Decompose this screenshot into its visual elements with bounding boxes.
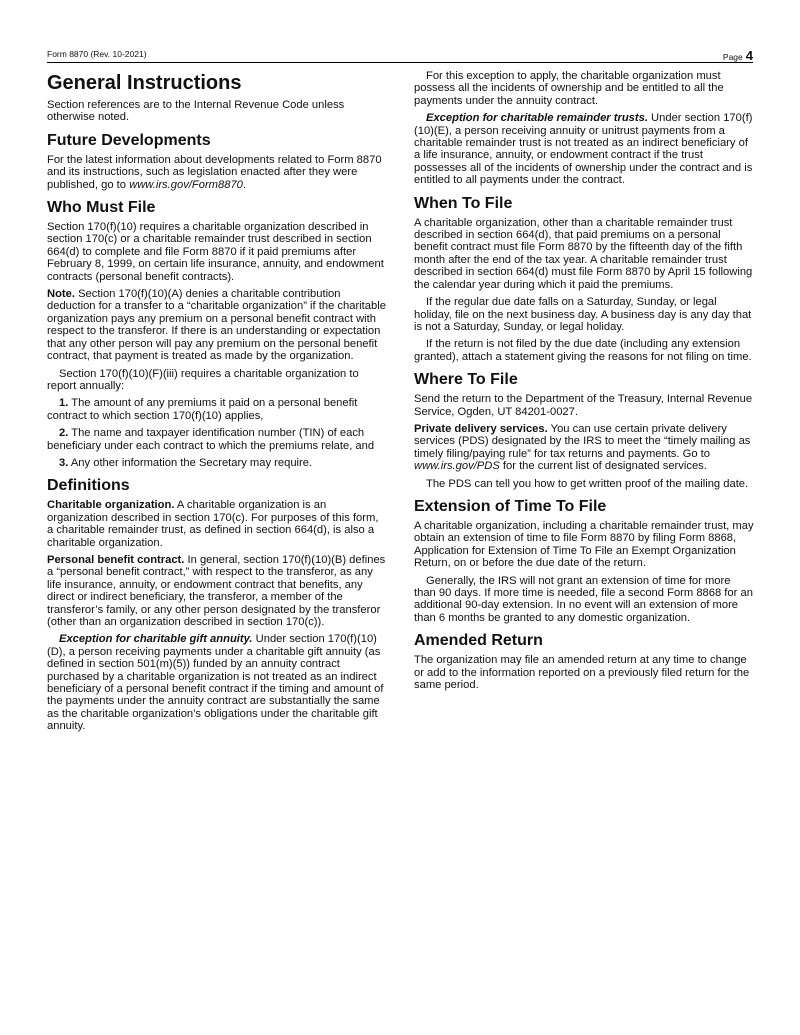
- paragraph-text: for the current list of designated services.: [499, 460, 707, 473]
- paragraph: [47, 554, 387, 628]
- heading-extension-of-time-to-file: Extension of Time To File: [414, 497, 607, 515]
- paragraph: [47, 633, 387, 732]
- url-link[interactable]: www.irs.gov/PDS: [414, 460, 500, 473]
- paragraph-text: Under section 170(f)(10)(D), a person receiving payments under a charitable gift annuity (as defined in section 501(m)(5)) funded by an annuity contract purchased by a charitable organization is not treated as an indirect beneficiary of a personal benefit contract if the timing and amount of the payments under the annuity contract are substantially the same as the charitable organization’s obligations under the charitable gift annuity.: [47, 633, 384, 733]
- paragraph: [47, 99, 387, 124]
- paragraph: [47, 457, 387, 469]
- page-header: [47, 48, 753, 63]
- heading-when-to-file: When To File: [414, 194, 513, 212]
- paragraph: [414, 575, 754, 625]
- paragraph-text: The PDS can tell you how to get written proof of the mailing date.: [426, 477, 749, 490]
- paragraph: [414, 217, 754, 291]
- paragraph-text: If the return is not filed by the due date (including any extension granted), attach a statement giving the reasons for not filing on time.: [414, 338, 752, 363]
- paragraph-lead: 2.: [59, 427, 69, 440]
- paragraph-text: Section 170(f)(10)(A) denies a charitable contribution deduction for a transfer to a “charitable organization” if the charitable organization pays any premium on a personal benefit contract with respect to the transferor. If there is an understanding or expectation that any other person will pay any premium on the personal benefit contract, that payment is treated as made by the organization.: [47, 288, 386, 363]
- paragraph-text: If the regular due date falls on a Saturday, Sunday, or legal holiday, file on the next business day. A business day is any day that is not a Saturday, Sunday, or legal holiday.: [414, 296, 752, 333]
- paragraph-text: For this exception to apply, the charitable organization must possess all the incidents of ownership and be entitled to all the payments under the annuity contract.: [414, 70, 724, 107]
- paragraph: [414, 423, 754, 473]
- heading-general-instructions: General Instructions: [47, 72, 242, 94]
- paragraph: [47, 427, 387, 452]
- page-label: Page: [722, 52, 743, 62]
- paragraph: [47, 499, 387, 549]
- paragraph-lead: Personal benefit contract.: [47, 553, 185, 566]
- paragraph-text: A charitable organization, other than a charitable remainder trust described in section 664(d), that paid premiums on a personal benefit contract must file Form 8870 by the fifteenth day of the fifth month after the end of the tax year. A charitable remainder trust described in section 664(d) must file Form 8870 by April 15 following the calendar year during which it paid the premiums.: [414, 216, 753, 291]
- right-column: [414, 70, 754, 696]
- form-revision: Form 8870 (Rev. 10-2021): [47, 49, 147, 59]
- paragraph-text: A charitable organization, including a charitable remainder trust, may obtain an extension of time to file Form 8870 by filing Form 8868, Application for Extension of Time To File an Exempt Organization Return, on or before the due date of the return.: [414, 519, 754, 570]
- paragraph-text: For the latest information about developments related to Form 8870 and its instructions, such as legislation enacted after they were published, go to: [47, 153, 382, 191]
- left-column: [47, 70, 387, 738]
- paragraph: [414, 338, 754, 363]
- paragraph-text: The organization may file an amended return at any time to change or add to the information reported on a previously filed return for the same period.: [414, 654, 750, 692]
- paragraph: [47, 368, 387, 393]
- heading-amended-return: Amended Return: [414, 632, 543, 650]
- url-link[interactable]: www.irs.gov/Form8870: [129, 178, 243, 191]
- heading-definitions: Definitions: [47, 477, 130, 495]
- paragraph-text: Section references are to the Internal Revenue Code unless otherwise noted.: [47, 99, 345, 124]
- paragraph-lead: Exception for charitable remainder trusts.: [426, 112, 648, 125]
- paragraph-lead: Exception for charitable gift annuity.: [59, 633, 253, 646]
- heading-where-to-file: Where To File: [414, 371, 518, 389]
- page-number: 4: [745, 48, 753, 63]
- paragraph: [414, 296, 754, 333]
- paragraph: [47, 154, 387, 191]
- paragraph-text: The amount of any premiums it paid on a personal benefit contract to which section 170(f)(10) applies,: [47, 397, 358, 422]
- paragraph-text: Under section 170(f)(10)(E), a person receiving annuity or unitrust payments from a charitable remainder trust is not treated as an indirect beneficiary of a life insurance, annuity, or endowment contract if the trust possesses all of the incidents of ownership under the contract and is entitled to all payments under the contract.: [414, 112, 753, 187]
- paragraph-text: A charitable organization is an organization described in section 170(c). For purposes of this form, a charitable remainder trust, as defined in section 664(d), is also a charitable organization.: [47, 499, 379, 549]
- paragraph: [414, 112, 754, 186]
- paragraph-lead: 3.: [59, 456, 69, 469]
- paragraph-text: .: [242, 178, 246, 191]
- paragraph-text: Generally, the IRS will not grant an extension of time for more than 90 days. If more time is needed, file a second Form 8868 for an additional 90-day extension. In no event will an extension of more than 6 months be granted to any domestic organization.: [414, 574, 753, 624]
- paragraph: [47, 221, 387, 283]
- paragraph-text: The name and taxpayer identification number (TIN) of each beneficiary under each contract to which the premiums relate, and: [47, 427, 375, 452]
- heading-who-must-file: Who Must File: [47, 199, 156, 217]
- paragraph-lead: Note.: [47, 288, 75, 301]
- paragraph: [414, 70, 754, 107]
- paragraph: [414, 478, 754, 490]
- paragraph: [414, 654, 754, 691]
- paragraph-text: You can use certain private delivery services (PDS) designated by the IRS to meet the “timely mailing as timely filing/paying rule” for tax returns and payments. Go to: [414, 422, 751, 460]
- paragraph-text: In general, section 170(f)(10)(B) defines a “personal benefit contract,” with respect to the transferor, as any life insurance, annuity, or endowment contract that benefits, any direct or indirect beneficiary, the transferor, a member of the transferor’s family, or any other person designated by the transferor (other than an organization described in section 170(c)).: [47, 553, 386, 628]
- paragraph-text: Any other information the Secretary may require.: [68, 456, 313, 469]
- paragraph: [47, 397, 387, 422]
- paragraph: [414, 393, 754, 418]
- page-indicator: [723, 48, 753, 63]
- paragraph-text: Section 170(f)(10)(F)(iii) requires a charitable organization to report annually:: [47, 367, 359, 392]
- paragraph: [414, 520, 754, 570]
- heading-future-developments: Future Developments: [47, 131, 211, 149]
- paragraph-text: Section 170(f)(10) requires a charitable organization described in section 170(c) or a charitable remainder trust described in section 664(d) to complete and file Form 8870 if it paid premiums after February 8, 1999, on certain life insurance, annuity, and endowment contracts (personal benefit contracts).: [47, 221, 384, 283]
- paragraph-lead: 1.: [59, 397, 69, 410]
- paragraph-lead: Charitable organization.: [47, 499, 175, 512]
- paragraph: [47, 288, 387, 362]
- paragraph-lead: Private delivery services.: [414, 422, 548, 435]
- paragraph-text: Send the return to the Department of the Treasury, Internal Revenue Service, Ogden, UT 84201-0027.: [414, 393, 753, 418]
